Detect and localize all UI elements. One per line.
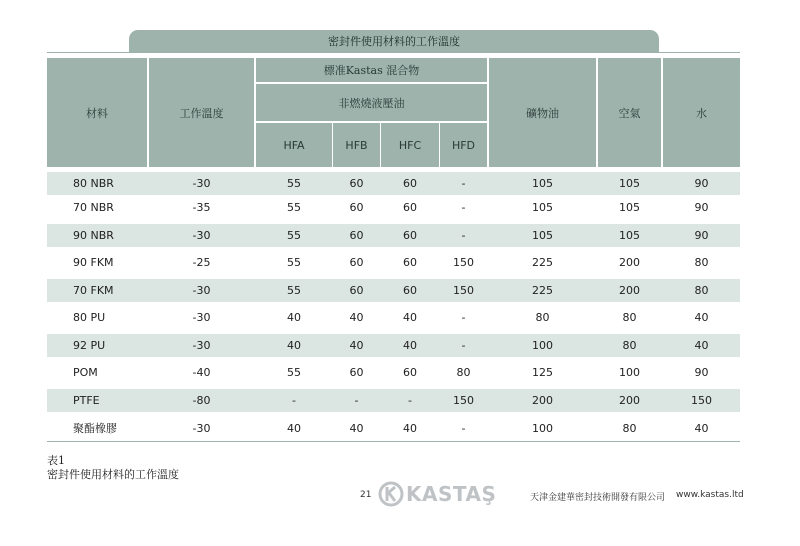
- cell-hfd: -: [461, 311, 466, 324]
- cell-hfc: 60: [403, 177, 417, 190]
- cell-temperature: -35: [192, 201, 211, 214]
- header-hfd: HFD: [440, 123, 487, 167]
- cell-hfd: 150: [453, 284, 474, 297]
- cell-hfa: 40: [287, 339, 301, 352]
- table-row: [47, 389, 740, 412]
- cell-material: 聚酯橡膠: [73, 422, 117, 435]
- cell-hfa: 40: [287, 311, 301, 324]
- cell-hfb: 60: [349, 256, 364, 269]
- kastas-logo: [378, 481, 496, 507]
- cell-temperature: -80: [192, 394, 211, 407]
- cell-hfc: 60: [403, 256, 417, 269]
- cell-hfb: 60: [349, 201, 364, 214]
- cell-water: 40: [694, 311, 709, 324]
- cell-hfd: -: [461, 422, 466, 435]
- cell-material: 80 NBR: [73, 177, 114, 190]
- cell-water: 80: [694, 284, 709, 297]
- cell-hfd: -: [461, 339, 466, 352]
- cell-hfa: 55: [287, 177, 301, 190]
- cell-material: 92 PU: [73, 339, 106, 352]
- page-number: 21: [360, 490, 372, 500]
- cell-air: 200: [619, 394, 640, 407]
- cell-hfa: 40: [287, 422, 301, 435]
- top-rule: [47, 52, 740, 53]
- cell-mineral-oil: 100: [532, 422, 553, 435]
- table-row: [47, 417, 740, 440]
- cell-hfb: 60: [349, 366, 364, 379]
- cell-air: 100: [619, 366, 640, 379]
- company-name: 天津金建華密封技術開發有限公司: [530, 493, 666, 503]
- cell-mineral-oil: 105: [532, 201, 553, 214]
- header-hfc: HFC: [381, 123, 439, 167]
- cell-hfb: 60: [349, 177, 364, 190]
- cell-hfb: 40: [349, 422, 364, 435]
- table-title: 密封件使用材料的工作溫度: [129, 30, 659, 52]
- cell-material: 90 NBR: [73, 229, 114, 242]
- table-row: [47, 172, 740, 195]
- cell-water: 40: [694, 422, 709, 435]
- header-air: 空氣: [598, 58, 661, 167]
- cell-hfb: 60: [349, 284, 364, 297]
- cell-hfa: -: [292, 394, 296, 407]
- cell-hfb: 60: [349, 229, 364, 242]
- cell-air: 105: [619, 177, 640, 190]
- cell-hfd: -: [461, 229, 466, 242]
- cell-material: PTFE: [73, 394, 100, 407]
- header-nonflammable: 非燃燒液壓油: [256, 84, 487, 121]
- cell-water: 90: [694, 177, 709, 190]
- cell-hfd: 80: [456, 366, 471, 379]
- caption-label: 表1: [47, 454, 65, 467]
- cell-hfa: 55: [287, 256, 301, 269]
- table-row: [47, 334, 740, 357]
- cell-water: 90: [694, 229, 709, 242]
- website: www.kastas.ltd: [676, 490, 744, 500]
- header-hfb: HFB: [333, 123, 380, 167]
- cell-air: 80: [622, 422, 637, 435]
- cell-material: POM: [73, 366, 98, 379]
- cell-mineral-oil: 225: [532, 256, 553, 269]
- table-row: [47, 306, 740, 329]
- cell-water: 80: [694, 256, 709, 269]
- cell-hfb: 40: [349, 311, 364, 324]
- cell-water: 90: [694, 366, 709, 379]
- cell-hfa: 55: [287, 229, 301, 242]
- header-material: 材料: [47, 58, 147, 167]
- cell-hfc: 60: [403, 284, 417, 297]
- cell-temperature: -40: [192, 366, 211, 379]
- cell-mineral-oil: 80: [535, 311, 550, 324]
- header-hfa: HFA: [256, 123, 332, 167]
- cell-material: 80 PU: [73, 311, 106, 324]
- cell-hfb: 40: [349, 339, 364, 352]
- caption-text: 密封件使用材料的工作溫度: [47, 468, 179, 481]
- cell-air: 200: [619, 284, 640, 297]
- logo-wordmark: KASTAŞ: [406, 482, 497, 506]
- header-mineral-oil: 礦物油: [489, 58, 596, 167]
- cell-hfd: 150: [453, 394, 474, 407]
- cell-hfc: 40: [403, 422, 417, 435]
- cell-hfd: -: [461, 201, 466, 214]
- cell-mineral-oil: 105: [532, 177, 553, 190]
- cell-temperature: -30: [192, 339, 211, 352]
- cell-hfc: 40: [403, 311, 417, 324]
- cell-hfc: 40: [403, 339, 417, 352]
- cell-hfa: 55: [287, 284, 301, 297]
- cell-water: 150: [691, 394, 712, 407]
- cell-temperature: -30: [192, 229, 211, 242]
- table-row: [47, 196, 740, 219]
- header-mix-group: 標准Kastas 混合物: [256, 58, 487, 82]
- kastas-logo-icon: [378, 481, 404, 507]
- cell-air: 105: [619, 201, 640, 214]
- table-row: [47, 279, 740, 302]
- cell-hfd: -: [461, 177, 466, 190]
- cell-temperature: -30: [192, 311, 211, 324]
- cell-temperature: -30: [192, 177, 211, 190]
- cell-temperature: -30: [192, 284, 211, 297]
- cell-hfa: 55: [287, 201, 301, 214]
- cell-hfb: -: [354, 394, 359, 407]
- table-row: [47, 224, 740, 247]
- cell-hfc: 60: [403, 201, 417, 214]
- table-row: [47, 251, 740, 274]
- cell-mineral-oil: 105: [532, 229, 553, 242]
- cell-material: 90 FKM: [73, 256, 114, 269]
- cell-air: 200: [619, 256, 640, 269]
- cell-mineral-oil: 125: [532, 366, 553, 379]
- cell-hfc: 60: [403, 366, 417, 379]
- cell-material: 70 NBR: [73, 201, 114, 214]
- table-row: [47, 361, 740, 384]
- cell-temperature: -25: [192, 256, 211, 269]
- cell-air: 80: [622, 311, 637, 324]
- cell-temperature: -30: [192, 422, 211, 435]
- bottom-rule: [47, 441, 740, 442]
- cell-hfc: 60: [403, 229, 417, 242]
- cell-water: 90: [694, 201, 709, 214]
- cell-mineral-oil: 100: [532, 339, 553, 352]
- cell-hfd: 150: [453, 256, 474, 269]
- cell-air: 80: [622, 339, 637, 352]
- cell-air: 105: [619, 229, 640, 242]
- cell-material: 70 FKM: [73, 284, 114, 297]
- header-temperature: 工作溫度: [149, 58, 254, 167]
- header-water: 水: [663, 58, 740, 167]
- cell-water: 40: [694, 339, 709, 352]
- cell-mineral-oil: 200: [532, 394, 553, 407]
- cell-hfa: 55: [287, 366, 301, 379]
- cell-mineral-oil: 225: [532, 284, 553, 297]
- cell-hfc: -: [408, 394, 412, 407]
